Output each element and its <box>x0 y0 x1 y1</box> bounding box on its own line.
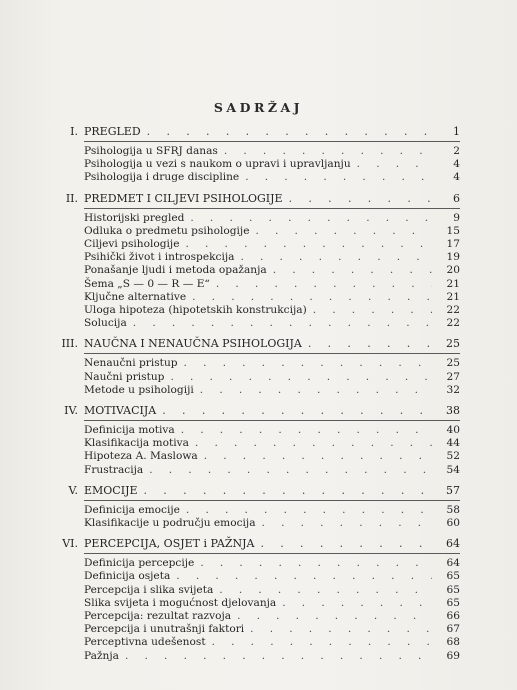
entry-title: Psihologija i druge discipline <box>84 171 240 184</box>
leader-dots <box>147 124 432 140</box>
entry-page-number: 65 <box>446 583 460 596</box>
entry-title: Pažnja <box>84 649 119 662</box>
chapter-heading-row <box>40 336 460 352</box>
entry-title: Percepcija i unutrašnji faktori <box>84 623 245 636</box>
toc-chapter <box>40 536 460 663</box>
toc-entry <box>40 251 460 264</box>
entry-page-number: 58 <box>446 503 460 516</box>
leader-dots <box>133 317 432 330</box>
toc-chapter <box>40 336 460 397</box>
entry-title: Solucija <box>84 317 127 330</box>
leader-dots <box>357 158 432 171</box>
entry-title: Percepcija i slika svijeta <box>84 583 214 596</box>
toc-chapter <box>40 403 460 477</box>
entry-page-number: 17 <box>446 238 460 251</box>
entry-page-number: 27 <box>446 370 460 383</box>
entry-page-number: 68 <box>446 636 460 649</box>
leader-dots <box>162 403 432 419</box>
chapter-title: EMOCIJE <box>84 483 138 497</box>
leader-dots <box>144 483 432 499</box>
toc-entry <box>40 304 460 317</box>
toc-chapter <box>40 191 460 331</box>
leader-dots <box>170 371 432 384</box>
leader-dots <box>216 278 432 291</box>
entry-page-number: 4 <box>453 158 460 171</box>
toc-entry <box>40 384 460 397</box>
leader-dots <box>308 336 432 352</box>
entry-title: Naučni pristup <box>84 370 165 383</box>
chapter-title: MOTIVACIJA <box>84 404 157 418</box>
leader-dots <box>289 191 432 207</box>
entry-page-number: 44 <box>446 437 460 450</box>
entry-page-number: 4 <box>453 171 460 184</box>
entry-page-number: 60 <box>446 517 460 530</box>
chapter-rule <box>84 141 460 142</box>
chapter-number: V. <box>68 483 78 497</box>
entry-title: Ključne alternative <box>84 290 187 303</box>
entry-title: Hipoteza A. Maslowa <box>84 450 198 463</box>
page-title: SADRŽAJ <box>213 100 304 115</box>
toc-entry <box>40 171 460 184</box>
entry-page-number: 20 <box>446 264 460 277</box>
leader-dots <box>260 536 432 552</box>
chapter-rule <box>84 553 460 554</box>
toc-entry <box>40 464 460 477</box>
toc-entry <box>40 225 460 238</box>
leader-dots <box>192 291 432 304</box>
chapter-rule <box>84 353 460 354</box>
entry-page-number: 52 <box>446 450 460 463</box>
entry-page-number: 15 <box>446 224 460 237</box>
entry-page-number: 21 <box>446 277 460 290</box>
chapter-rule <box>84 420 460 421</box>
chapter-rule <box>84 208 460 209</box>
chapter-page-number: 1 <box>453 125 460 138</box>
chapter-page-number: 57 <box>446 483 460 497</box>
entry-title: Frustracija <box>84 463 144 476</box>
table-of-contents <box>40 124 460 663</box>
entry-page-number: 32 <box>446 383 460 396</box>
toc-chapter <box>40 483 460 530</box>
entry-title: Uloga hipoteza (hipotetskih konstrukcija) <box>84 304 307 317</box>
leader-dots <box>237 610 432 623</box>
entry-title: Definicija percepcije <box>84 557 195 570</box>
chapter-heading-row <box>40 483 460 499</box>
toc-entry <box>40 437 460 450</box>
entry-title: Definicija osjeta <box>84 570 171 583</box>
chapter-title: NAUČNA I NENAUČNA PSIHOLOGIJA <box>84 337 302 351</box>
entry-title: Psihologija u SFRJ danas <box>84 145 218 157</box>
leader-dots <box>195 437 432 450</box>
entry-page-number: 22 <box>446 317 460 330</box>
toc-entry <box>40 584 460 597</box>
entry-page-number: 67 <box>446 623 460 636</box>
entry-page-number: 19 <box>446 251 460 264</box>
chapter-title: PREDMET I CILJEVI PSIHOLOGIJE <box>84 191 283 205</box>
entry-title: Ponašanje ljudi i metoda opažanja <box>84 264 267 277</box>
chapter-page-number: 38 <box>446 404 460 418</box>
leader-dots <box>224 145 432 158</box>
entry-title: Percepcija: rezultat razvoja <box>84 610 232 623</box>
entry-page-number: 25 <box>446 357 460 370</box>
leader-dots <box>200 384 432 397</box>
entry-page-number: 21 <box>446 290 460 303</box>
chapter-page-number: 6 <box>453 191 460 205</box>
entry-page-number: 9 <box>453 211 460 224</box>
entry-title: Odluka o predmetu psihologije <box>84 224 250 237</box>
leader-dots <box>181 424 432 437</box>
chapter-page-number: 64 <box>446 537 460 551</box>
toc-entry <box>40 291 460 304</box>
toc-entry <box>40 212 460 225</box>
chapter-number: VI. <box>62 537 78 551</box>
leader-dots <box>212 636 432 649</box>
toc-entry <box>40 557 460 570</box>
leader-dots <box>262 517 432 530</box>
leader-dots <box>125 650 432 663</box>
leader-dots <box>204 450 432 463</box>
toc-entry <box>40 264 460 277</box>
toc-entry <box>40 357 460 370</box>
entry-page-number: 22 <box>446 304 460 317</box>
entry-page-number: 54 <box>446 463 460 476</box>
entry-page-number: 40 <box>446 424 460 437</box>
entry-title: Nenaučni pristup <box>84 357 178 370</box>
leader-dots <box>149 464 432 477</box>
toc-entry <box>40 371 460 384</box>
leader-dots <box>282 597 432 610</box>
chapter-heading-row <box>40 403 460 419</box>
toc-chapter <box>40 124 460 185</box>
entry-title: Metode u psihologiji <box>84 383 194 396</box>
entry-title: Psihički život i introspekcija <box>84 251 235 264</box>
toc-entry <box>40 145 460 158</box>
chapter-number: I. <box>70 125 78 138</box>
entry-title: Definicija motiva <box>84 424 175 437</box>
chapter-heading-row <box>40 191 460 207</box>
chapter-number: II. <box>65 191 78 205</box>
toc-entry <box>40 238 460 251</box>
leader-dots <box>190 212 432 225</box>
toc-entry <box>40 597 460 610</box>
leader-dots <box>240 251 432 264</box>
chapter-number: IV. <box>64 404 78 418</box>
entry-title: Šema „S — 0 — R — E“ <box>84 277 210 290</box>
chapter-rule <box>84 500 460 501</box>
leader-dots <box>184 357 432 370</box>
chapter-heading-row <box>40 124 460 140</box>
leader-dots <box>185 238 432 251</box>
entry-page-number: 65 <box>446 570 460 583</box>
entry-page-number: 65 <box>446 596 460 609</box>
toc-entry <box>40 623 460 636</box>
toc-entry <box>40 610 460 623</box>
entry-title: Historijski pregled <box>84 211 185 224</box>
toc-entry <box>40 317 460 330</box>
chapter-title: PERCEPCIJA, OSJET i PAŽNJA <box>84 537 255 551</box>
entry-page-number: 69 <box>446 649 460 662</box>
leader-dots <box>250 623 432 636</box>
entry-title: Klasifikacija motiva <box>84 437 189 450</box>
entry-page-number: 2 <box>453 145 460 157</box>
toc-entry <box>40 278 460 291</box>
entry-page-number: 64 <box>446 557 460 570</box>
entry-page-number: 66 <box>446 610 460 623</box>
chapter-page-number: 25 <box>446 337 460 351</box>
toc-entry <box>40 570 460 583</box>
leader-dots <box>186 504 432 517</box>
toc-entry <box>40 450 460 463</box>
chapter-number: III. <box>61 337 78 351</box>
entry-title: Ciljevi psihologije <box>84 238 180 251</box>
entry-title: Slika svijeta i mogućnost djelovanja <box>84 596 277 609</box>
entry-title: Definicija emocije <box>84 503 180 516</box>
chapter-heading-row <box>40 536 460 552</box>
toc-entry <box>40 517 460 530</box>
chapter-title: PREGLED <box>84 125 141 138</box>
show-through-text <box>150 0 517 60</box>
leader-dots <box>313 304 432 317</box>
toc-entry <box>40 636 460 649</box>
toc-entry <box>40 650 460 663</box>
leader-dots <box>176 570 432 583</box>
toc-entry <box>40 504 460 517</box>
toc-entry <box>40 424 460 437</box>
leader-dots <box>219 584 432 597</box>
leader-dots <box>255 225 432 238</box>
toc-entry <box>40 158 460 171</box>
entry-title: Perceptivna udešenost <box>84 636 206 649</box>
entry-title: Klasifikacije u području emocija <box>84 517 256 530</box>
leader-dots <box>245 171 432 184</box>
leader-dots <box>200 557 432 570</box>
leader-dots <box>273 264 432 277</box>
entry-title: Psihologija u vezi s naukom o upravi i upravljanju <box>84 158 351 171</box>
